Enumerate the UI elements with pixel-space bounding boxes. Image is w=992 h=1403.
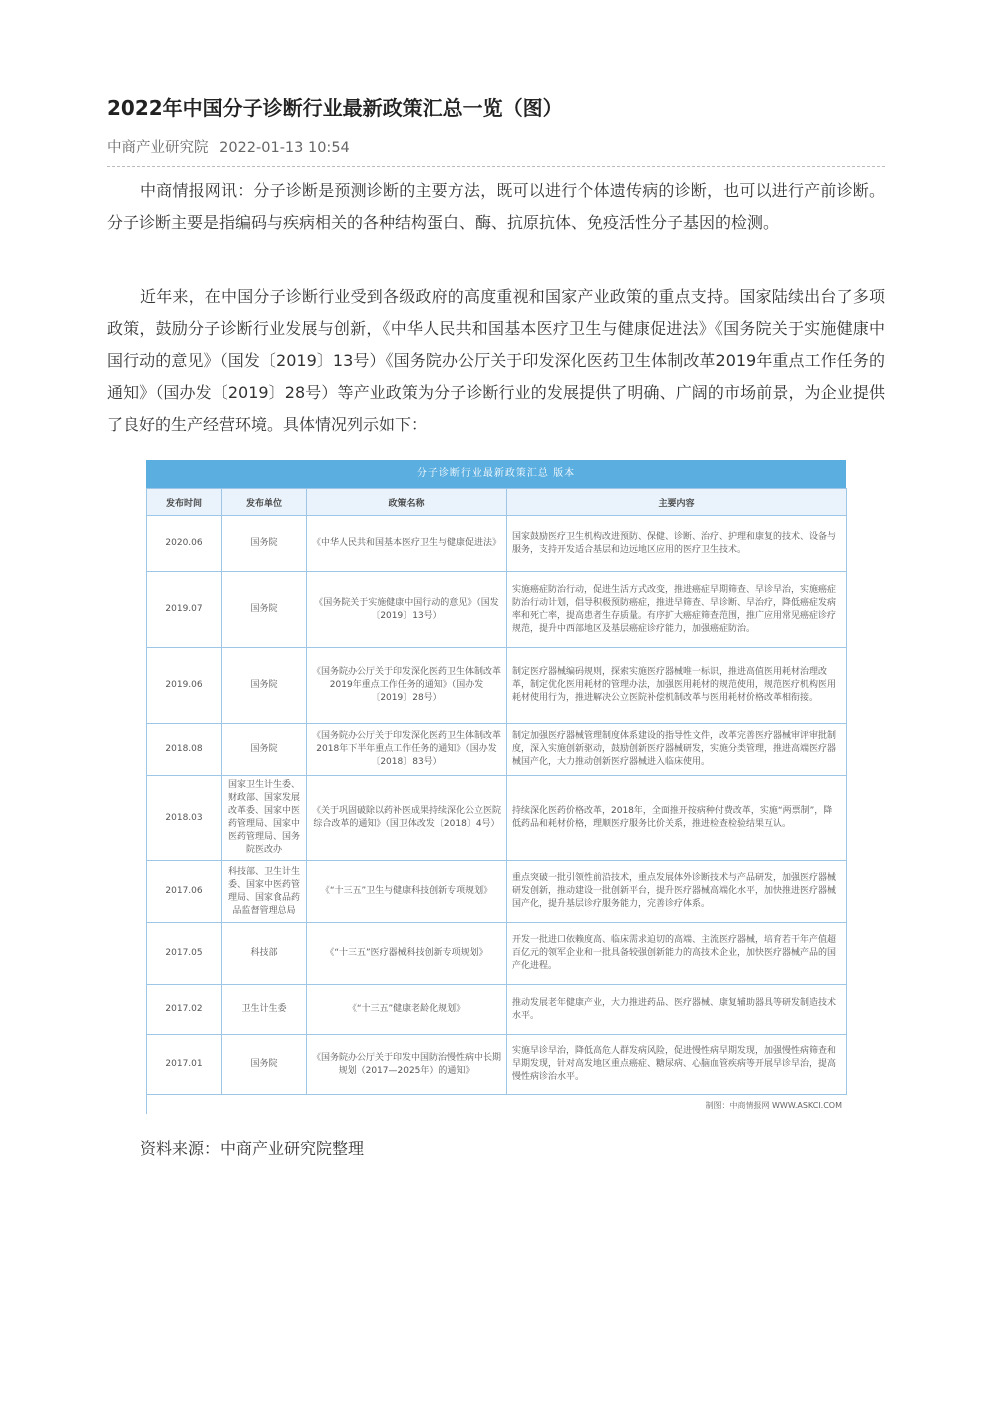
cell-content: 制定加强医疗器械管理制度体系建设的指导性文件，改革完善医疗器械审评审批制度，深入实施创新驱动，鼓励创新医疗器械研发，实施分类管理，推进高端医疗器械国产化，大力推动创新医疗器械进入临床使用。 (507, 724, 847, 776)
article-meta (107, 136, 350, 157)
table-row (147, 572, 847, 648)
table-row (147, 648, 847, 724)
header-org: 发布单位 (222, 489, 307, 516)
cell-name: 《国务院办公厅关于印发中国防治慢性病中长期规划（2017—2025年）的通知》 (307, 1035, 507, 1095)
data-source-note: 资料来源：中商产业研究院整理 (140, 1139, 365, 1158)
header-content: 主要内容 (507, 489, 847, 516)
cell-date: 2017.01 (147, 1035, 222, 1095)
cell-content: 实施早诊早治，降低高危人群发病风险，促进慢性病早期发现，加强慢性病筛查和早期发现，针对高发地区重点癌症、糖尿病、心脑血管疾病等开展早诊早治，提高慢性病诊治水平。 (507, 1035, 847, 1095)
figure-footnote: 制图：中商情报网 WWW.ASKCI.COM (705, 1101, 842, 1110)
cell-content: 重点突破一批引领性前沿技术，重点发展体外诊断技术与产品研发，加强医疗器械研发创新，推动建设一批创新平台，提升医疗器械高端化水平，加快推进医疗器械国产化，提升基层诊疗服务能力，完善诊疗体系。 (507, 861, 847, 923)
cell-date: 2017.05 (147, 923, 222, 985)
cell-name: 《国务院办公厅关于印发深化医药卫生体制改革2019年重点工作任务的通知》（国办发〔2019〕28号） (307, 648, 507, 724)
cell-name: 《国务院关于实施健康中国行动的意见》（国发〔2019〕13号） (307, 572, 507, 648)
cell-name: 《“十三五”医疗器械科技创新专项规划》 (307, 923, 507, 985)
table-row (147, 985, 847, 1035)
cell-content: 开发一批进口依赖度高、临床需求迫切的高端、主流医疗器械，培育若干年产值超百亿元的领军企业和一批具备较强创新能力的高技术企业，加快医疗器械产品的国产化进程。 (507, 923, 847, 985)
table-header-row (147, 489, 847, 516)
cell-org: 国务院 (222, 724, 307, 776)
cell-date: 2019.06 (147, 648, 222, 724)
figure-title: 分子诊断行业最新政策汇总 版本 (146, 460, 846, 488)
table-row (147, 516, 847, 572)
table-row (147, 861, 847, 923)
cell-content: 持续深化医药价格改革，2018年，全面推开按病种付费改革，实施“两票制”，降低药品和耗材价格，理顺医疗服务比价关系，推进检查检验结果互认。 (507, 776, 847, 861)
header-date: 发布时间 (147, 489, 222, 516)
article-datetime: 2022-01-13 10:54 (219, 140, 350, 156)
article-source[interactable]: 中商产业研究院 (107, 140, 209, 156)
cell-org: 卫生计生委 (222, 985, 307, 1035)
divider (107, 166, 885, 167)
cell-content: 国家鼓励医疗卫生机构改进预防、保健、诊断、治疗、护理和康复的技术、设备与服务，支持开发适合基层和边远地区应用的医疗卫生技术。 (507, 516, 847, 572)
table-row (147, 724, 847, 776)
cell-date: 2018.08 (147, 724, 222, 776)
paragraph-policy: 近年来，在中国分子诊断行业受到各级政府的高度重视和国家产业政策的重点支持。国家陆续出台了多项政策，鼓励分子诊断行业发展与创新，《中华人民共和国基本医疗卫生与健康促进法》《国务院关于实施健康中国行动的意见》（国发〔2019〕13号）《国务院办公厅关于印发深化医药卫生体制改革2019年重点工作任务的通知》（国办发〔2019〕28号）等产业政策为分子诊断行业的发展提供了明确、广阔的市场前景，为企业提供了良好的生产经营环境。具体情况列示如下： (107, 287, 885, 434)
table-row (147, 923, 847, 985)
paragraph-intro: 中商情报网讯：分子诊断是预测诊断的主要方法，既可以进行个体遗传病的诊断，也可以进行产前诊断。分子诊断主要是指编码与疾病相关的各种结构蛋白、酶、抗原抗体、免疫活性分子基因的检测。 (107, 181, 885, 232)
cell-org: 国务院 (222, 572, 307, 648)
cell-org: 国家卫生计生委、财政部、国家发展改革委、国家中医药管理局、国家中医药管理局、国务院医改办 (222, 776, 307, 861)
cell-org: 国务院 (222, 1035, 307, 1095)
cell-content: 推动发展老年健康产业，大力推进药品、医疗器械、康复辅助器具等研发制造技术水平。 (507, 985, 847, 1035)
cell-name: 《“十三五”健康老龄化规划》 (307, 985, 507, 1035)
cell-date: 2017.06 (147, 861, 222, 923)
cell-date: 2018.03 (147, 776, 222, 861)
cell-name: 《关于巩固破除以药补医成果持续深化公立医院综合改革的通知》（国卫体改发〔2018〕4号） (307, 776, 507, 861)
policy-table (146, 488, 847, 1095)
cell-content: 实施癌症防治行动，促进生活方式改变，推进癌症早期筛查、早诊早治，实施癌症防治行动计划，倡导积极预防癌症，推进早筛查、早诊断、早治疗，降低癌症发病率和死亡率，提高患者生存质量。有序扩大癌症筛查范围，推广应用常见癌症诊疗规范，提升中西部地区及基层癌症诊疗能力，加强癌症防治。 (507, 572, 847, 648)
cell-date: 2019.07 (147, 572, 222, 648)
cell-org: 科技部、卫生计生委、国家中医药管理局、国家食品药品监督管理总局 (222, 861, 307, 923)
cell-name: 《国务院办公厅关于印发深化医药卫生体制改革2018年下半年重点工作任务的通知》（国办发〔2018〕83号） (307, 724, 507, 776)
table-row (147, 776, 847, 861)
cell-name: 《中华人民共和国基本医疗卫生与健康促进法》 (307, 516, 507, 572)
cell-date: 2020.06 (147, 516, 222, 572)
figure-footer-border (146, 1094, 147, 1114)
article-title: 2022年中国分子诊断行业最新政策汇总一览（图） (107, 96, 563, 120)
table-row (147, 1035, 847, 1095)
cell-name: 《“十三五”卫生与健康科技创新专项规划》 (307, 861, 507, 923)
cell-date: 2017.02 (147, 985, 222, 1035)
cell-org: 科技部 (222, 923, 307, 985)
cell-content: 制定医疗器械编码规则，探索实施医疗器械唯一标识，推进高值医用耗材治理改革，制定优化医用耗材的管理办法，加强医用耗材的规范使用，规范医疗机构医用耗材使用行为，推进解决公立医院补偿机制改革与医用耗材价格改革相衔接。 (507, 648, 847, 724)
cell-org: 国务院 (222, 648, 307, 724)
policy-table-figure (146, 460, 846, 1114)
header-name: 政策名称 (307, 489, 507, 516)
cell-org: 国务院 (222, 516, 307, 572)
